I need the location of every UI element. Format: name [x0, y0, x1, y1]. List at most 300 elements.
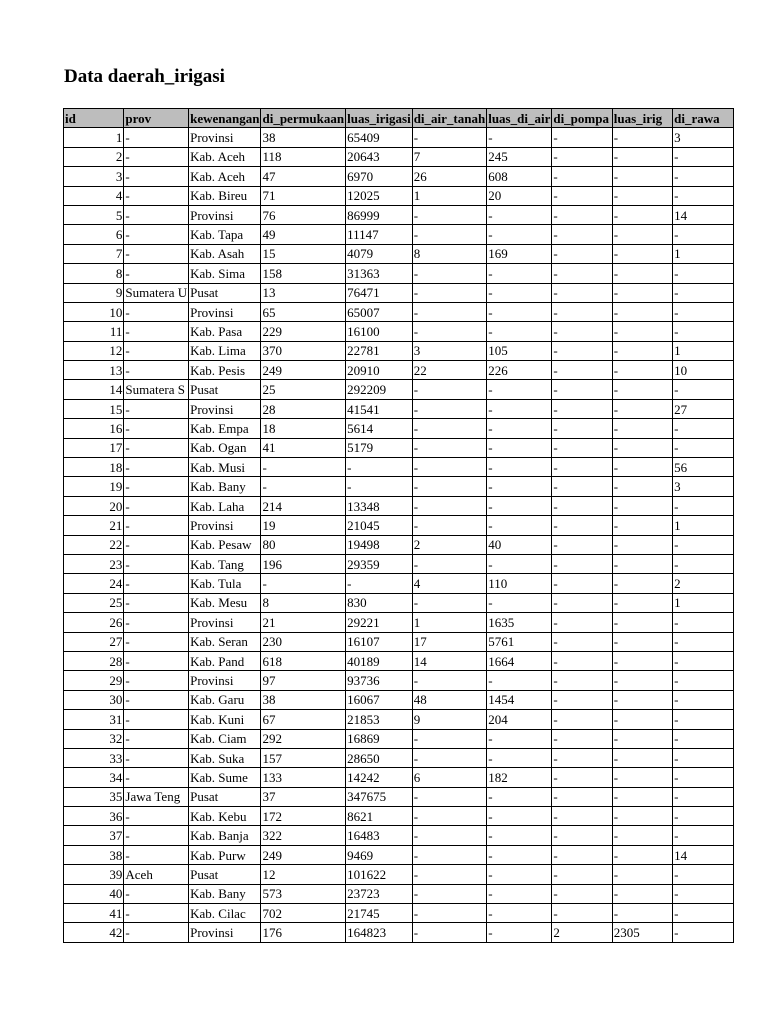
table-cell-di-rawa: 1 — [673, 341, 733, 360]
table-cell-prov: - — [124, 438, 189, 457]
table-row — [64, 884, 734, 903]
table-cell-luas-irigasi: 14242 — [346, 768, 413, 787]
table-cell-di-rawa: - — [673, 419, 733, 438]
table-cell-di-rawa: 27 — [673, 399, 733, 418]
table-cell-luas-irigasi: - — [346, 458, 413, 477]
table-cell-di-permukaan: 214 — [261, 496, 346, 515]
table-row — [64, 787, 734, 806]
table-row — [64, 147, 734, 166]
table-cell-luas-irigasi: 13348 — [346, 496, 413, 515]
table-cell-di-permukaan: 37 — [261, 787, 346, 806]
table-cell-luas-irigasi: 65409 — [346, 128, 413, 147]
table-cell-id: 32 — [64, 729, 124, 748]
table-row — [64, 535, 734, 554]
table-cell-kewenangan: Kab. Kebu — [189, 807, 261, 826]
table-cell-di-permukaan: 158 — [261, 264, 346, 283]
table-cell-prov: - — [124, 632, 189, 651]
table-cell-luas-irigasi: 21853 — [346, 710, 413, 729]
table-cell-prov: - — [124, 128, 189, 147]
table-cell-kewenangan: Kab. Ciam — [189, 729, 261, 748]
table-cell-prov: - — [124, 399, 189, 418]
table-cell-di-permukaan: 49 — [261, 225, 346, 244]
table-cell-di-air-tanah: - — [412, 302, 487, 321]
table-cell-luas-irigasi: 5614 — [346, 419, 413, 438]
table-cell-luas-di-air: 1635 — [487, 613, 552, 632]
table-cell-prov: - — [124, 826, 189, 845]
table-cell-kewenangan: Kab. Bany — [189, 477, 261, 496]
table-cell-di-pompa: - — [552, 264, 612, 283]
table-cell-kewenangan: Pusat — [189, 865, 261, 884]
table-cell-di-pompa: - — [552, 361, 612, 380]
table-cell-id: 23 — [64, 554, 124, 573]
table-cell-luas-di-air: - — [487, 458, 552, 477]
table-cell-kewenangan: Kab. Pand — [189, 651, 261, 670]
table-cell-luas-di-air: - — [487, 826, 552, 845]
table-cell-di-air-tanah: - — [412, 787, 487, 806]
column-header-di-pompa: di_pompa — [552, 109, 612, 128]
table-cell-prov: - — [124, 574, 189, 593]
table-cell-luas-irigasi: 41541 — [346, 399, 413, 418]
table-cell-luas-di-air: - — [487, 283, 552, 302]
table-cell-di-air-tanah: 1 — [412, 186, 487, 205]
table-cell-id: 25 — [64, 593, 124, 612]
table-cell-id: 11 — [64, 322, 124, 341]
table-cell-id: 40 — [64, 884, 124, 903]
table-cell-di-rawa: - — [673, 632, 733, 651]
table-cell-di-air-tanah: 6 — [412, 768, 487, 787]
table-cell-luas-di-air: 20 — [487, 186, 552, 205]
table-cell-di-rawa: - — [673, 283, 733, 302]
table-cell-kewenangan: Kab. Laha — [189, 496, 261, 515]
table-cell-kewenangan: Kab. Aceh — [189, 167, 261, 186]
table-cell-di-pompa: - — [552, 593, 612, 612]
table-cell-luas-di-air: - — [487, 923, 552, 942]
table-cell-di-air-tanah: - — [412, 865, 487, 884]
table-cell-di-rawa: - — [673, 554, 733, 573]
table-row — [64, 826, 734, 845]
table-cell-luas-irig: - — [612, 128, 672, 147]
table-cell-di-air-tanah: - — [412, 845, 487, 864]
table-cell-luas-irigasi: 23723 — [346, 884, 413, 903]
table-cell-luas-irig: - — [612, 147, 672, 166]
table-cell-kewenangan: Kab. Lima — [189, 341, 261, 360]
table-cell-kewenangan: Pusat — [189, 283, 261, 302]
table-cell-id: 33 — [64, 748, 124, 767]
table-cell-id: 39 — [64, 865, 124, 884]
table-cell-di-pompa: - — [552, 710, 612, 729]
table-cell-luas-irigasi: 11147 — [346, 225, 413, 244]
table-row — [64, 710, 734, 729]
table-row — [64, 904, 734, 923]
table-cell-di-permukaan: 249 — [261, 845, 346, 864]
table-cell-di-pompa: - — [552, 380, 612, 399]
table-cell-di-permukaan: 230 — [261, 632, 346, 651]
table-cell-kewenangan: Kab. Tang — [189, 554, 261, 573]
table-cell-di-pompa: - — [552, 438, 612, 457]
table-cell-id: 31 — [64, 710, 124, 729]
table-row — [64, 458, 734, 477]
table-cell-luas-di-air: - — [487, 399, 552, 418]
table-cell-prov: - — [124, 419, 189, 438]
table-cell-kewenangan: Kab. Tula — [189, 574, 261, 593]
table-cell-di-rawa: 14 — [673, 845, 733, 864]
table-cell-di-permukaan: 118 — [261, 147, 346, 166]
table-cell-kewenangan: Kab. Sima — [189, 264, 261, 283]
table-cell-kewenangan: Kab. Empa — [189, 419, 261, 438]
table-cell-di-air-tanah: - — [412, 516, 487, 535]
table-row — [64, 128, 734, 147]
table-cell-id: 18 — [64, 458, 124, 477]
table-cell-luas-irigasi: 22781 — [346, 341, 413, 360]
table-cell-kewenangan: Provinsi — [189, 516, 261, 535]
table-cell-di-pompa: - — [552, 496, 612, 515]
table-cell-luas-irigasi: 28650 — [346, 748, 413, 767]
table-cell-di-permukaan: 573 — [261, 884, 346, 903]
table-cell-luas-irig: - — [612, 458, 672, 477]
table-cell-di-permukaan: 76 — [261, 205, 346, 224]
table-cell-kewenangan: Kab. Suka — [189, 748, 261, 767]
table-cell-di-pompa: - — [552, 302, 612, 321]
table-cell-id: 2 — [64, 147, 124, 166]
table-row — [64, 205, 734, 224]
table-cell-luas-irigasi: 16067 — [346, 690, 413, 709]
table-cell-luas-di-air: - — [487, 787, 552, 806]
table-cell-di-rawa: - — [673, 748, 733, 767]
table-cell-luas-irigasi: 6970 — [346, 167, 413, 186]
table-cell-di-permukaan: 19 — [261, 516, 346, 535]
table-cell-di-permukaan: - — [261, 477, 346, 496]
table-row — [64, 264, 734, 283]
table-row — [64, 419, 734, 438]
table-cell-luas-di-air: 110 — [487, 574, 552, 593]
table-cell-di-rawa: - — [673, 438, 733, 457]
table-cell-di-air-tanah: - — [412, 884, 487, 903]
table-cell-prov: - — [124, 845, 189, 864]
table-cell-luas-irigasi: 16100 — [346, 322, 413, 341]
table-cell-luas-irig: - — [612, 768, 672, 787]
table-cell-di-pompa: - — [552, 283, 612, 302]
table-cell-id: 27 — [64, 632, 124, 651]
table-cell-di-rawa: - — [673, 671, 733, 690]
table-cell-luas-irig: - — [612, 361, 672, 380]
table-cell-di-rawa: 1 — [673, 244, 733, 263]
table-cell-id: 26 — [64, 613, 124, 632]
table-cell-di-pompa: - — [552, 244, 612, 263]
table-cell-di-rawa: - — [673, 147, 733, 166]
table-header-row — [64, 109, 734, 128]
table-row — [64, 380, 734, 399]
table-cell-luas-di-air: 608 — [487, 167, 552, 186]
table-cell-luas-di-air: 182 — [487, 768, 552, 787]
table-cell-kewenangan: Provinsi — [189, 205, 261, 224]
table-cell-luas-irig: - — [612, 671, 672, 690]
table-cell-luas-irig: - — [612, 593, 672, 612]
table-cell-luas-irig: - — [612, 826, 672, 845]
table-cell-di-pompa: 2 — [552, 923, 612, 942]
table-cell-luas-irig: - — [612, 865, 672, 884]
table-cell-luas-irigasi: 65007 — [346, 302, 413, 321]
table-cell-di-rawa: - — [673, 807, 733, 826]
table-row — [64, 632, 734, 651]
table-cell-luas-irig: - — [612, 205, 672, 224]
table-cell-di-permukaan: 322 — [261, 826, 346, 845]
table-cell-di-permukaan: 47 — [261, 167, 346, 186]
table-cell-luas-irig: - — [612, 787, 672, 806]
page-title: Data daerah_irigasi — [64, 66, 225, 87]
table-cell-luas-irigasi: 20643 — [346, 147, 413, 166]
table-cell-luas-irig: - — [612, 264, 672, 283]
table-cell-prov: - — [124, 535, 189, 554]
table-cell-luas-irig: - — [612, 244, 672, 263]
table-cell-id: 12 — [64, 341, 124, 360]
table-cell-prov: - — [124, 923, 189, 942]
table-cell-di-permukaan: 196 — [261, 554, 346, 573]
table-cell-kewenangan: Kab. Pasa — [189, 322, 261, 341]
table-cell-di-air-tanah: 2 — [412, 535, 487, 554]
table-cell-di-permukaan: 157 — [261, 748, 346, 767]
table-cell-luas-irig: - — [612, 477, 672, 496]
column-header-luas-di-air: luas_di_air — [487, 109, 552, 128]
table-cell-kewenangan: Kab. Cilac — [189, 904, 261, 923]
table-cell-luas-irig: - — [612, 904, 672, 923]
table-cell-di-air-tanah: 8 — [412, 244, 487, 263]
table-cell-di-rawa: 10 — [673, 361, 733, 380]
table-cell-di-rawa: - — [673, 613, 733, 632]
table-cell-di-permukaan: 18 — [261, 419, 346, 438]
table-cell-di-permukaan: 67 — [261, 710, 346, 729]
data-table — [63, 108, 734, 943]
table-cell-di-permukaan: - — [261, 458, 346, 477]
table-cell-di-rawa: - — [673, 923, 733, 942]
table-cell-luas-irigasi: 31363 — [346, 264, 413, 283]
table-cell-prov: - — [124, 748, 189, 767]
table-cell-prov: - — [124, 671, 189, 690]
table-cell-id: 14 — [64, 380, 124, 399]
table-row — [64, 167, 734, 186]
table-cell-di-air-tanah: - — [412, 438, 487, 457]
table-cell-di-air-tanah: - — [412, 264, 487, 283]
table-row — [64, 516, 734, 535]
table-cell-luas-irig: - — [612, 651, 672, 670]
table-row — [64, 729, 734, 748]
table-cell-di-air-tanah: 48 — [412, 690, 487, 709]
table-cell-id: 30 — [64, 690, 124, 709]
table-cell-luas-irig: - — [612, 535, 672, 554]
table-cell-di-air-tanah: - — [412, 729, 487, 748]
table-cell-id: 3 — [64, 167, 124, 186]
table-cell-di-pompa: - — [552, 690, 612, 709]
table-cell-id: 34 — [64, 768, 124, 787]
table-cell-di-air-tanah: - — [412, 205, 487, 224]
table-row — [64, 574, 734, 593]
table-cell-luas-irig: - — [612, 729, 672, 748]
table-cell-di-permukaan: 38 — [261, 690, 346, 709]
table-cell-luas-irig: - — [612, 613, 672, 632]
table-cell-kewenangan: Provinsi — [189, 671, 261, 690]
table-row — [64, 865, 734, 884]
table-cell-kewenangan: Kab. Pesaw — [189, 535, 261, 554]
table-cell-di-rawa: - — [673, 884, 733, 903]
table-cell-luas-di-air: - — [487, 807, 552, 826]
table-cell-kewenangan: Kab. Mesu — [189, 593, 261, 612]
table-row — [64, 302, 734, 321]
table-cell-di-rawa: - — [673, 186, 733, 205]
table-cell-id: 13 — [64, 361, 124, 380]
table-cell-di-permukaan: 618 — [261, 651, 346, 670]
table-cell-di-rawa: 2 — [673, 574, 733, 593]
table-cell-di-rawa: - — [673, 264, 733, 283]
table-cell-di-pompa: - — [552, 477, 612, 496]
table-cell-luas-irig: - — [612, 496, 672, 515]
table-cell-di-rawa: 56 — [673, 458, 733, 477]
table-cell-prov: - — [124, 167, 189, 186]
table-cell-prov: - — [124, 322, 189, 341]
table-cell-prov: - — [124, 205, 189, 224]
table-cell-luas-di-air: 169 — [487, 244, 552, 263]
column-header-di-rawa: di_rawa — [673, 109, 733, 128]
table-cell-prov: Aceh — [124, 865, 189, 884]
table-cell-prov: - — [124, 186, 189, 205]
table-row — [64, 671, 734, 690]
table-cell-di-permukaan: 370 — [261, 341, 346, 360]
table-cell-di-air-tanah: 7 — [412, 147, 487, 166]
table-cell-luas-irig: - — [612, 322, 672, 341]
table-cell-di-pompa: - — [552, 904, 612, 923]
column-header-di-air-tanah: di_air_tanah — [412, 109, 487, 128]
table-cell-id: 20 — [64, 496, 124, 515]
table-cell-kewenangan: Provinsi — [189, 302, 261, 321]
table-row — [64, 225, 734, 244]
table-cell-luas-irig: - — [612, 302, 672, 321]
table-cell-di-permukaan: 80 — [261, 535, 346, 554]
table-row — [64, 283, 734, 302]
table-cell-di-air-tanah: - — [412, 904, 487, 923]
table-cell-id: 28 — [64, 651, 124, 670]
table-cell-di-permukaan: 28 — [261, 399, 346, 418]
table-row — [64, 341, 734, 360]
table-cell-prov: Jawa Teng — [124, 787, 189, 806]
table-cell-di-permukaan: 15 — [261, 244, 346, 263]
table-cell-di-air-tanah: - — [412, 826, 487, 845]
table-cell-di-rawa: - — [673, 768, 733, 787]
table-cell-luas-irigasi: 16483 — [346, 826, 413, 845]
table-cell-di-permukaan: 25 — [261, 380, 346, 399]
table-cell-luas-irig: - — [612, 438, 672, 457]
table-cell-luas-irigasi: 164823 — [346, 923, 413, 942]
table-row — [64, 923, 734, 942]
table-cell-di-pompa: - — [552, 147, 612, 166]
table-cell-di-pompa: - — [552, 807, 612, 826]
table-cell-id: 35 — [64, 787, 124, 806]
table-cell-prov: - — [124, 496, 189, 515]
column-header-kewenangan: kewenangan — [189, 109, 261, 128]
table-cell-luas-irig: - — [612, 632, 672, 651]
table-row — [64, 496, 734, 515]
table-cell-id: 41 — [64, 904, 124, 923]
table-cell-di-air-tanah: - — [412, 477, 487, 496]
table-cell-prov: - — [124, 554, 189, 573]
table-cell-di-permukaan: 38 — [261, 128, 346, 147]
table-cell-id: 19 — [64, 477, 124, 496]
table-row — [64, 651, 734, 670]
table-cell-luas-di-air: - — [487, 865, 552, 884]
table-cell-di-air-tanah: - — [412, 554, 487, 573]
table-cell-prov: - — [124, 341, 189, 360]
table-cell-di-rawa: 14 — [673, 205, 733, 224]
table-cell-di-rawa: - — [673, 826, 733, 845]
table-cell-luas-di-air: - — [487, 729, 552, 748]
table-cell-di-pompa: - — [552, 748, 612, 767]
table-cell-id: 24 — [64, 574, 124, 593]
table-cell-luas-di-air: 1454 — [487, 690, 552, 709]
table-row — [64, 322, 734, 341]
table-cell-kewenangan: Kab. Kuni — [189, 710, 261, 729]
table-cell-di-rawa: - — [673, 496, 733, 515]
table-cell-kewenangan: Kab. Aceh — [189, 147, 261, 166]
table-cell-di-rawa: 3 — [673, 128, 733, 147]
table-cell-id: 7 — [64, 244, 124, 263]
table-cell-di-pompa: - — [552, 205, 612, 224]
table-cell-luas-irigasi: 830 — [346, 593, 413, 612]
table-cell-luas-di-air: - — [487, 380, 552, 399]
table-cell-luas-di-air: - — [487, 477, 552, 496]
table-cell-prov: - — [124, 651, 189, 670]
table-cell-di-rawa: - — [673, 225, 733, 244]
table-cell-di-pompa: - — [552, 632, 612, 651]
table-cell-di-rawa: - — [673, 302, 733, 321]
column-header-prov: prov — [124, 109, 189, 128]
table-cell-id: 38 — [64, 845, 124, 864]
table-cell-luas-irig: - — [612, 167, 672, 186]
table-cell-luas-irig: - — [612, 554, 672, 573]
table-cell-prov: - — [124, 593, 189, 612]
table-cell-kewenangan: Kab. Garu — [189, 690, 261, 709]
table-cell-luas-irig: - — [612, 380, 672, 399]
table-cell-id: 36 — [64, 807, 124, 826]
table-cell-di-pompa: - — [552, 535, 612, 554]
table-cell-kewenangan: Kab. Seran — [189, 632, 261, 651]
table-cell-luas-irigasi: 347675 — [346, 787, 413, 806]
table-row — [64, 613, 734, 632]
table-cell-kewenangan: Provinsi — [189, 399, 261, 418]
table-cell-di-air-tanah: - — [412, 380, 487, 399]
table-cell-luas-di-air: - — [487, 845, 552, 864]
table-cell-prov: - — [124, 710, 189, 729]
table-cell-di-air-tanah: 9 — [412, 710, 487, 729]
table-cell-di-permukaan: 65 — [261, 302, 346, 321]
table-cell-prov: - — [124, 904, 189, 923]
table-cell-id: 8 — [64, 264, 124, 283]
table-cell-di-air-tanah: 26 — [412, 167, 487, 186]
table-cell-di-air-tanah: - — [412, 748, 487, 767]
table-cell-di-rawa: - — [673, 690, 733, 709]
table-cell-luas-irig: - — [612, 516, 672, 535]
table-cell-luas-di-air: - — [487, 128, 552, 147]
table-cell-prov: - — [124, 884, 189, 903]
table-cell-di-rawa: - — [673, 710, 733, 729]
table-cell-di-air-tanah: 3 — [412, 341, 487, 360]
table-cell-di-air-tanah: - — [412, 283, 487, 302]
table-cell-luas-di-air: 40 — [487, 535, 552, 554]
table-cell-id: 1 — [64, 128, 124, 147]
table-cell-luas-di-air: - — [487, 516, 552, 535]
table-cell-di-air-tanah: 14 — [412, 651, 487, 670]
table-cell-di-permukaan: - — [261, 574, 346, 593]
column-header-luas-irigasi: luas_irigasi — [346, 109, 413, 128]
table-cell-di-air-tanah: 4 — [412, 574, 487, 593]
table-row — [64, 690, 734, 709]
table-cell-di-pompa: - — [552, 322, 612, 341]
